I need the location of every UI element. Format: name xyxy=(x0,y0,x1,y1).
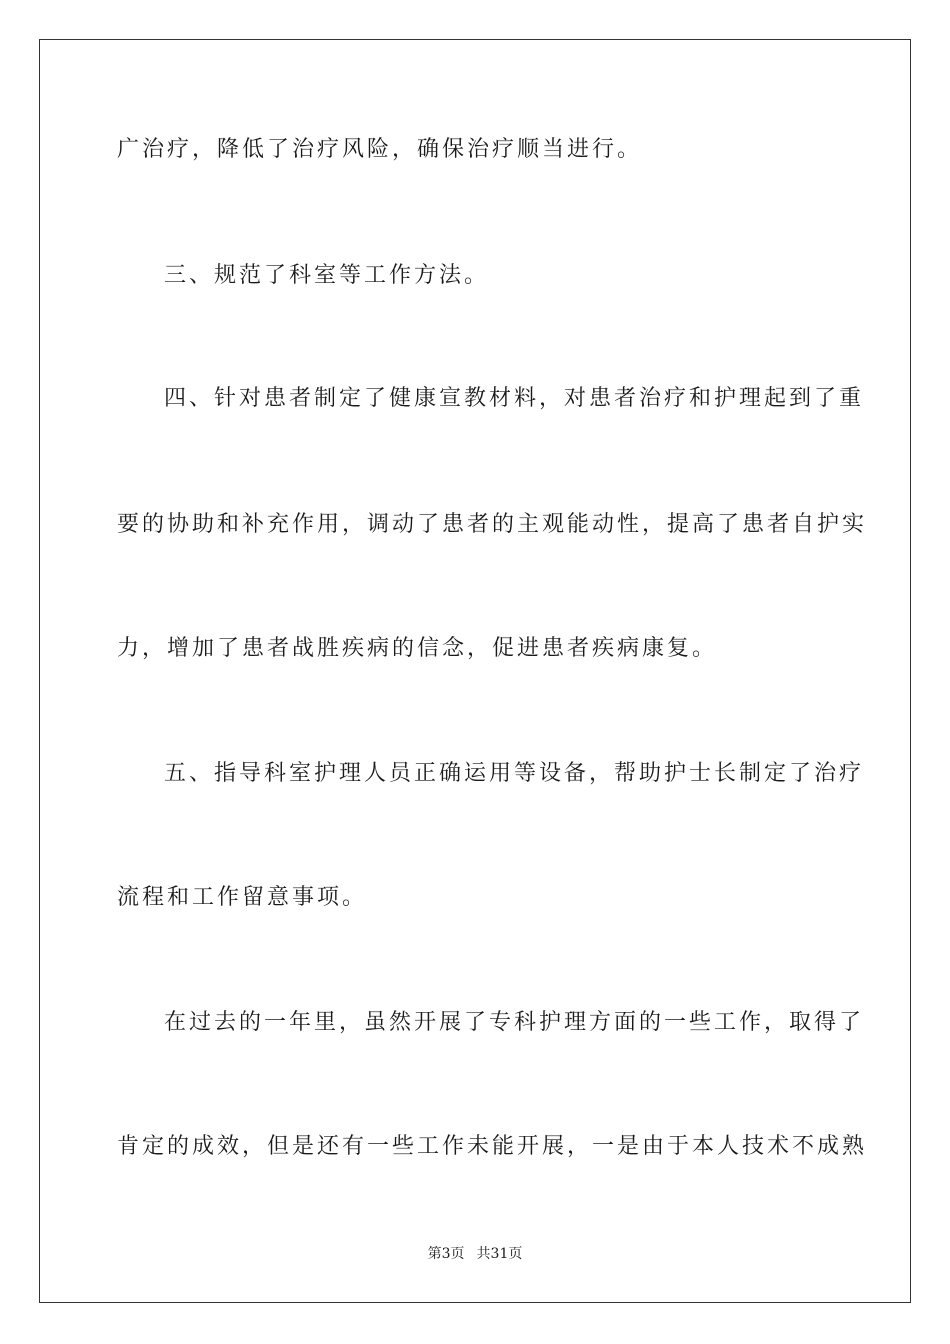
text-line-9: 肯定的成效，但是还有一些工作未能开展，一是由于本人技术不成熟 xyxy=(117,1134,868,1159)
text-line-8: 在过去的一年里，虽然开展了专科护理方面的一些工作，取得了 xyxy=(164,1010,865,1035)
page-border xyxy=(39,39,911,1303)
text-line-7: 流程和工作留意事项。 xyxy=(117,885,368,910)
page-footer xyxy=(0,1245,950,1263)
text-line-6: 五、指导科室护理人员正确运用等设备，帮助护士长制定了治疗 xyxy=(164,761,865,786)
text-line-4: 要的协助和补充作用，调动了患者的主观能动性，提高了患者自护实 xyxy=(117,512,868,537)
text-line-3: 四、针对患者制定了健康宣教材料，对患者治疗和护理起到了重 xyxy=(164,386,865,411)
text-line-2: 三、规范了科室等工作方法。 xyxy=(164,263,490,288)
page-total: 共31页 xyxy=(476,1246,523,1262)
text-line-5: 力，增加了患者战胜疾病的信念，促进患者疾病康复。 xyxy=(117,636,718,661)
page-number: 第3页 xyxy=(427,1246,465,1262)
text-line-1: 广治疗，降低了治疗风险，确保治疗顺当进行。 xyxy=(117,137,643,162)
